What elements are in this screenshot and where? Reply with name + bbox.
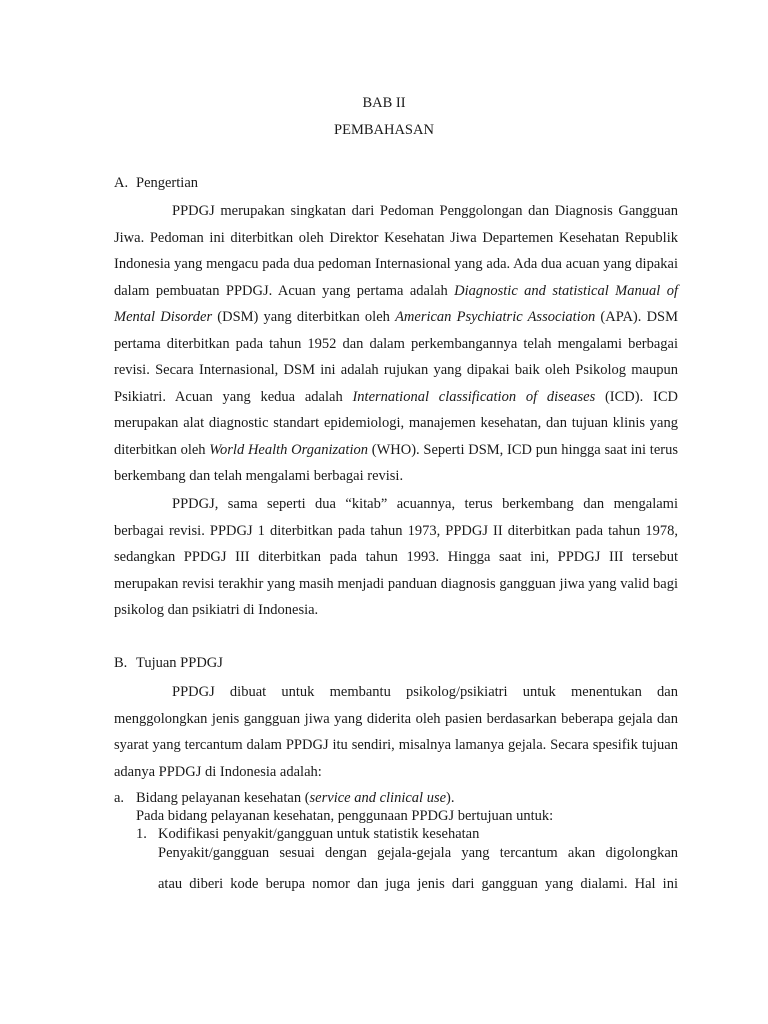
italic-term: International classification of diseases [352,388,596,405]
sub-list-item-1-title: Kodifikasi penyakit/gangguan untuk statistik kesehatan [158,826,480,842]
section-a-title: Pengertian [136,175,199,191]
section-a-marker: A. [114,175,129,191]
section-b-paragraph-1-text: PPDGJ dibuat untuk membantu psikolog/psikiatri untuk menentukan dan menggolongkan jenis gangguan jiwa yang diderita oleh pasien berdasarkan beberapa gejala dan syarat yang tercantum dalam PPDGJ itu sendiri, misalnya lamanya gejala. Secara spesifik tujuan adanya PPDGJ di Indonesia adalah: [114,684,678,780]
paragraph-text-run: (ICD). ICD merupakan alat diagnostic standart epidemiologi, manajemen kesehatan, dan tujuan klinis yang diterbitkan oleh [114,388,678,458]
list-item-a-text-after: ). [446,790,455,806]
sub-list-item-1-body [158,844,678,894]
paragraph-text-run: (APA). DSM pertama diterbitkan pada tahun 1952 dan dalam perkembangannya telah mengalami berbagai revisi. Secara Internasional, DSM ini adalah rujukan yang dipakai baik oleh Psikolog maupun Psikiatri. Acuan yang kedua adalah [114,309,679,405]
list-item-a-text-italic: service and clinical use [309,790,447,806]
italic-term: Diagnostic and statistical Manual of Mental Disorder [114,282,678,325]
paragraph-text-run: (DSM) yang diterbitkan oleh [212,309,396,325]
section-a-heading [114,175,198,192]
paragraph-text-run: (WHO). Seperti DSM, ICD pun hingga saat ini terus berkembang dan telah mengalami berbagai revisi. [114,441,678,484]
paragraph-text-run: PPDGJ merupakan singkatan dari Pedoman Penggolongan dan Diagnosis Gangguan Jiwa. Pedoman ini diterbitkan oleh Direktor Kesehatan Jiwa Departemen Kesehatan Republik Indonesia yang mengacu pada dua pedoman Internasional yang ada. Ada dua acuan yang dipakai dalam pembuatan PPDGJ. Acuan yang pertama adalah [114,203,678,299]
italic-term: World Health Organization [209,441,368,458]
section-a-paragraph-2-text: PPDGJ, sama seperti dua “kitab” acuannya, terus berkembang dan mengalami berbagai revisi. PPDGJ 1 diterbitkan pada tahun 1973, PPDGJ II diterbitkan pada tahun 1978, sedangkan PPDGJ III diterbitkan pada tahun 1993. Hingga saat ini, PPDGJ III tersebut merupakan revisi terakhir yang masih menjadi panduan diagnosis gangguan jiwa yang valid bagi psikolog dan psikiatri di Indonesia. [114,496,678,618]
italic-term: American Psychiatric Association [395,309,596,325]
section-b-title: Tujuan PPDGJ [136,655,223,671]
list-item-a-marker: a. [114,790,125,806]
list-item-a-subtext: Pada bidang pelayanan kesehatan, penggunaan PPDGJ bertujuan untuk: [136,808,554,824]
sub-list-item-1-marker: 1. [136,826,147,842]
section-b-paragraph-1 [114,679,678,785]
sub-list-item-1-line-2: atau diberi kode berupa nomor dan juga jenis dari gangguan yang dialami. Hal ini [158,876,678,892]
section-b-heading [114,655,223,672]
sub-list-item-1 [136,826,479,843]
sub-list-item-1-line-1: Penyakit/gangguan sesuai dengan gejala-gejala yang tercantum akan digolongkan [158,845,678,861]
list-item-a [114,790,455,807]
section-a-paragraph-2 [114,491,678,624]
section-b-marker: B. [114,655,128,671]
section-a-paragraph-1 [114,198,678,490]
chapter-number: BAB II [362,95,406,111]
chapter-title: PEMBAHASAN [334,122,434,138]
list-item-a-text-before: Bidang pelayanan kesehatan ( [136,790,310,806]
